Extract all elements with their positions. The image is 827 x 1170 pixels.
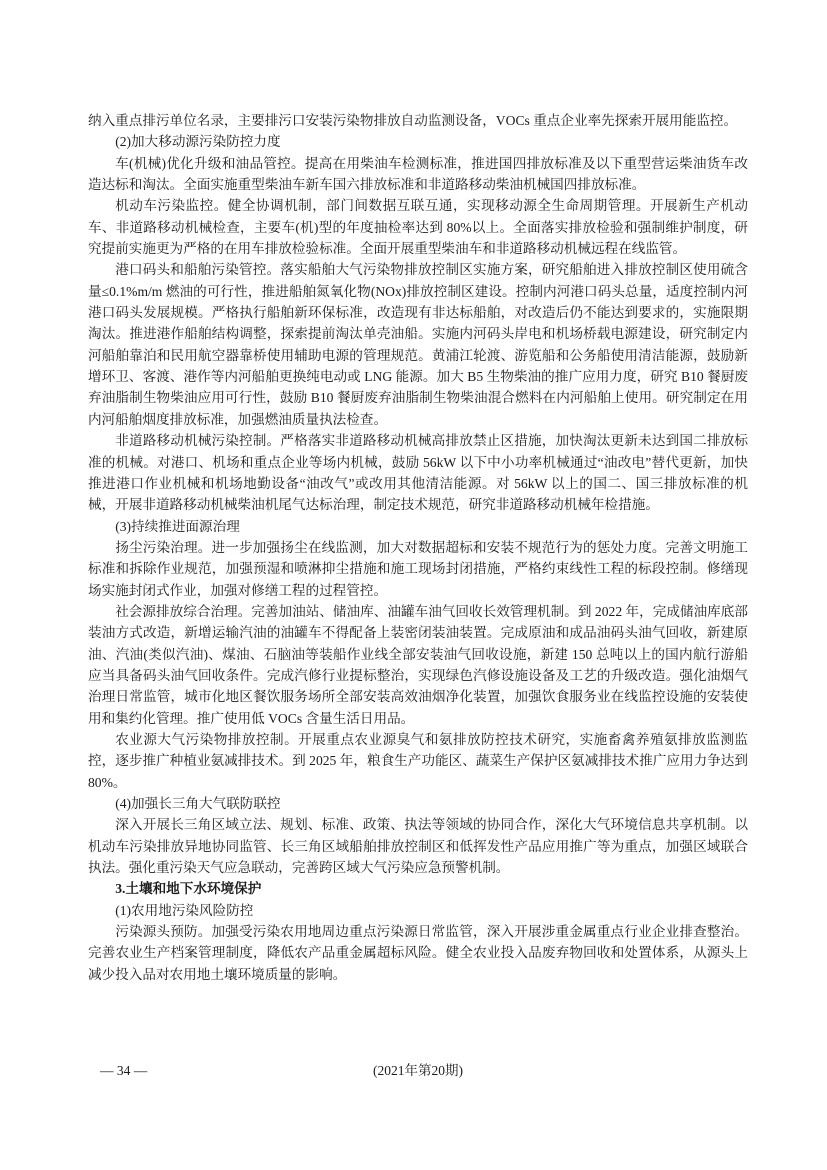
paragraph: (2)加大移动源污染防控力度 [115,134,281,150]
paragraph: 污染源头预防。加强受污染农用地周边重点污染源日常监管，深入开展涉重金属重点行业企业排查整治。完善农业生产档案管理制度，降低农产品重金属超标风险。健全农业投入品废弃物回收和处置体系，从源头上减少投入品对农用地土壤环境质量的影响。 [88,924,748,982]
paragraph: 社会源排放综合治理。完善加油站、储油库、油罐车油气回收长效管理机制。到 2022 年，完成储油库底部装油方式改造，新增运输汽油的油罐车不得配备上装密闭装油装置。完成原油和成品油码头油气回收，新建原油、汽油(类似汽油)、煤油、石脑油等装船作业线全部安装油气回收设施，新建 150 总吨以上的国内航行游船应当具备码头油气回收条件。完成汽修行业提标整治，实现绿色汽修设施设备及工艺的升级改造。强化油烟气治理日常监管，城市化地区餐饮服务场所全部安装高效油烟净化装置，加强饮食服务业在线监控设施的安装使用和集约化管理。推广使用低 VOCs 含量生活日用品。 [88,603,748,726]
paragraph: 车(机械)优化升级和油品管控。提高在用柴油车检测标准，推进国四排放标准及以下重型营运柴油货车改造达标和淘汰。全面实施重型柴油车新车国六排放标准和非道路移动柴油机械国四排放标准。 [88,155,748,193]
paragraph: 扬尘污染治理。进一步加强扬尘在线监测，加大对数据超标和安装不规范行为的惩处力度。完善文明施工标准和拆除作业规范，加强预湿和喷淋抑尘措施和施工现场封闭措施，严格约束线性工程的标段控制。修缮现场实施封闭式作业，加强对修缮工程的过程管控。 [88,539,748,598]
paragraph: 机动车污染监控。健全协调机制，部门间数据互联互通，实现移动源全生命周期管理。开展新生产机动车、非道路移动机械检查，主要车(机)型的年度抽检率达到 80%以上。全面落实排放检验和强制维护制度，研究提前实施更为严格的在用车排放检验标准。全面开展重型柴油车和非道路移动机械远程在线监管。 [88,198,748,257]
paragraph: (1)农用地污染风险防控 [115,902,254,918]
paragraph: (3)持续推进面源治理 [115,518,240,534]
page-number: — 34 — [100,1063,148,1078]
paragraph: 非道路移动机械污染控制。严格落实非道路移动机械高排放禁止区措施，加快淘汰更新未达到国二排放标准的机械。对港口、机场和重点企业等场内机械，鼓励 56kW 以下中小功率机械通过“油改电”替代更新，加快推进港口作业机械和机场地勤设备“油改气”或改用其他清洁能源。对 56kW 以上的国二、国三排放标准的机械，开展非道路移动机械柴油机尾气达标治理，制定技术规范，研究非道路移动机械年检措施。 [88,433,748,513]
paragraph: 纳入重点排污单位名录，主要排污口安装污染物排放自动监测设备，VOCs 重点企业率先探索开展用能监控。 [88,113,738,128]
section-heading: 3.土壤和地下水环境保护 [115,881,262,897]
paragraph: 农业源大气污染物排放控制。开展重点农业源臭气和氨排放防控技术研究，实施畜禽养殖氨排放监测监控，逐步推广种植业氨减排技术。到 2025 年，粮食生产功能区、蔬菜生产保护区氨减排技术推广应用力争达到 80%。 [88,731,748,790]
paragraph: 深入开展长三角区域立法、规划、标准、政策、执法等领域的协同合作，深化大气环境信息共享机制。以机动车污染排放异地协同监管、长三角区域船舶排放控制区和低挥发性产品应用推广等为重点，加强区域联合执法。强化重污染天气应急联动，完善跨区域大气污染应急预警机制。 [88,817,748,876]
paragraph: 港口码头和船舶污染管控。落实船舶大气污染物排放控制区实施方案，研究船舶进入排放控制区使用硫含量≤0.1%m/m 燃油的可行性，推进船舶氮氧化物(NOx)排放控制区建设。控制内河港口码头总量，适度控制内河港口码头发展规模。严格执行船舶新环保标准，改造现有非达标船舶，对改造后仍不能达到要求的，实施限期淘汰。推进港作船舶结构调整，探索提前淘汰单壳油船。实施内河码头岸电和机场桥载电源建设，研究制定内河船舶靠泊和民用航空器靠桥使用辅助电源的管理规范。黄浦江轮渡、游览船和公务船使用清洁能源，鼓励新增环卫、客渡、港作等内河船舶更换纯电动或 LNG 能源。加大 B5 生物柴油的推广应用力度，研究 B10 餐厨废弃油脂制生物柴油应用可行性，鼓励 B10 餐厨废弃油脂制生物柴油混合燃料在内河船舶上使用。研究制定在用内河船舶烟度排放标准，加强燃油质量执法检查。 [88,262,748,427]
document-body [88,110,748,985]
issue-label: (2021年第20期) [373,1063,463,1078]
paragraph: (4)加强长三角大气联防联控 [115,796,281,811]
page-footer [88,1061,748,1081]
